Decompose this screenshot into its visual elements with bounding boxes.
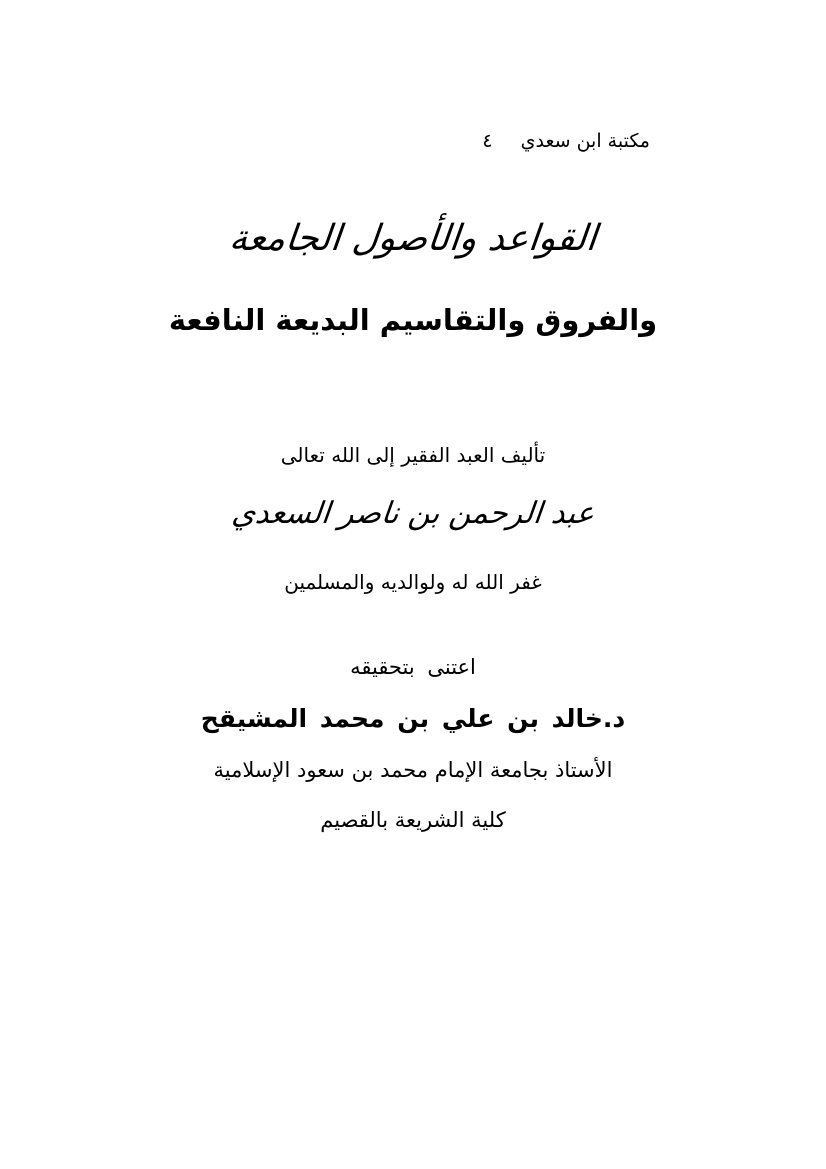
author-name-calligraphy: عبد الرحمن بن ناصر السعدي	[230, 496, 596, 531]
library-header	[482, 130, 650, 152]
book-subtitle: والفروق والتقاسيم البديعة النافعة	[168, 303, 658, 337]
author-supplication: غفر الله له ولوالديه والمسلمين	[284, 570, 542, 594]
library-name: مكتبة ابن سعدي	[520, 130, 650, 152]
editor-intro: اعتنى بتحقيقه	[350, 655, 476, 679]
editor-college: كلية الشريعة بالقصيم	[320, 808, 506, 832]
editor-name: د.خالد بن علي بن محمد المشيقح	[200, 704, 626, 733]
book-title-calligraphy: القواعد والأصول الجامعة	[227, 218, 599, 259]
volume-number: ٤	[482, 130, 493, 152]
author-intro: تأليف العبد الفقير إلى الله تعالى	[280, 443, 546, 467]
editor-affiliation: الأستاذ بجامعة الإمام محمد بن سعود الإسلامية	[213, 758, 613, 782]
